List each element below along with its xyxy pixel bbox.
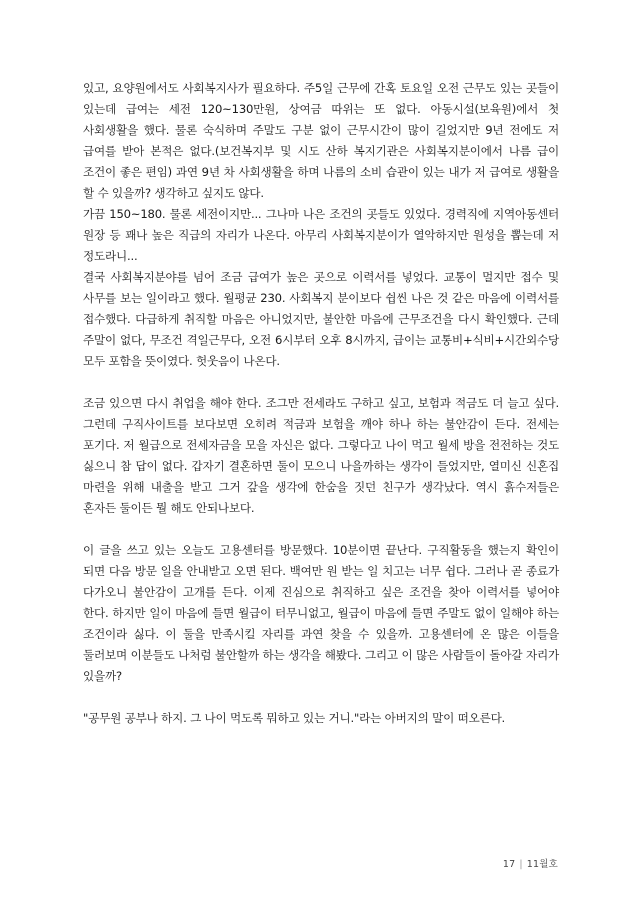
article-paragraph-4: 조금 있으면 다시 취업을 해야 한다. 조그만 전세라도 구하고 싶고, 보험과 적금도 더 늘고 싶다. 그런데 구직사이트를 보다보면 오히려 적금과 보험을 깨야 하나 하는 불안감이 든다. 전세는 포기다. 저 월급으로 전세자금을 모을 자신은 없다. 그렇다고 나이 먹고 월세 방을 전전하는 것도 싫으니 참 답이 없다. 갑자기 결혼하면 둘이 모으니 나을까하는 생각이 들었지만, 열미신 신혼집 마련을 위해 내출을 받고 그거 갚을 생각에 한숨을 짓던 친구가 생각났다. 역시 흙수저들은 혼자든 둘이든 뭘 해도 안되나보다.: [83, 396, 559, 515]
article-paragraph-2: 가끔 150~180. 물론 세전이지만... 그나마 나은 조건의 곳들도 있었다. 경력직에 지역아동센터 원장 등 꽤나 높은 직급의 자리가 나온다. 아무리 사회복지분이가 열악하지만 원성을 뽑는데 저 정도라니...: [83, 207, 559, 263]
closing-quote: "공무원 공부나 하지. 그 나이 먹도록 뭐하고 있는 거니."라는 아버지의 말이 떠오른다.: [83, 711, 506, 725]
page-number: 17: [502, 859, 516, 870]
paragraph-gap: [83, 372, 559, 393]
article-paragraph-3: 결국 사회복지분야를 넘어 조금 급여가 높은 곳으로 이력서를 넣었다. 교통이 멀지만 접수 및 사무를 보는 일이라고 했다. 월평균 230. 사회복지 분이보다 쉽씬 나은 것 같은 마음에 이력서를 접수했다. 다급하게 취직할 마음은 아니었지만, 불안한 마음에 근무조건을 다시 확인했다. 근데 주말이 없다, 무조건 격일근무다, 오전 6시부터 오후 8시까지, 급이는 교통비+식비+시간외수당 모두 포함을 뜻이였다. 헛웃음이 나온다.: [83, 270, 559, 368]
article-body: [83, 78, 559, 729]
paragraph-gap: [83, 519, 559, 540]
page-footer: [0, 856, 558, 870]
paragraph-gap: [83, 687, 559, 708]
article-paragraph-5: 이 글을 쓰고 있는 오늘도 고용센터를 방문했다. 10분이면 끝난다. 구직활동을 했는지 확인이 되면 다음 방문 일을 안내받고 오면 된다. 백여만 원 받는 일 치고는 너무 쉽다. 그러나 곧 종료가 다가오니 불안감이 고개를 든다. 이제 진심으로 취직하고 싶은 조건을 찾아 이력서를 넣어야 한다. 하지만 일이 마음에 들면 월급이 터무니없고, 월급이 마음에 들면 주말도 없이 일해야 하는 조건이라 싫다. 이 둘을 만족시킬 자리를 과연 찾을 수 있을까. 고용센터에 온 많은 이들을 둘러보며 이분들도 나처럼 불안할까 하는 생각을 해봤다. 그리고 이 많은 사람들이 돌아갈 자리가 있을까?: [83, 543, 559, 683]
footer-separator: |: [519, 859, 523, 870]
article-paragraph-1: 있고, 요양원에서도 사회복지사가 필요하다. 주5일 근무에 간혹 토요일 오전 근무도 있는 곳들이 있는데 급여는 세전 120~130만원, 상여금 따위는 또 없다. 아동시설(보육원)에서 첫 사회생활을 했다. 물론 숙식하며 주말도 구분 없이 근무시간이 많이 길었지만 9년 전에도 저 급여를 받아 본적은 없다.(보건복지부 및 시도 산하 복지기관은 사회복지분이에서 나름 급이 조건이 좋은 편임) 과연 9년 차 사회생활을 하며 나름의 소비 습관이 있는 내가 저 급여로 생활을 할 수 있을까? 생각하고 싶지도 않다.: [83, 81, 559, 200]
issue-label: 11월호: [526, 859, 558, 870]
